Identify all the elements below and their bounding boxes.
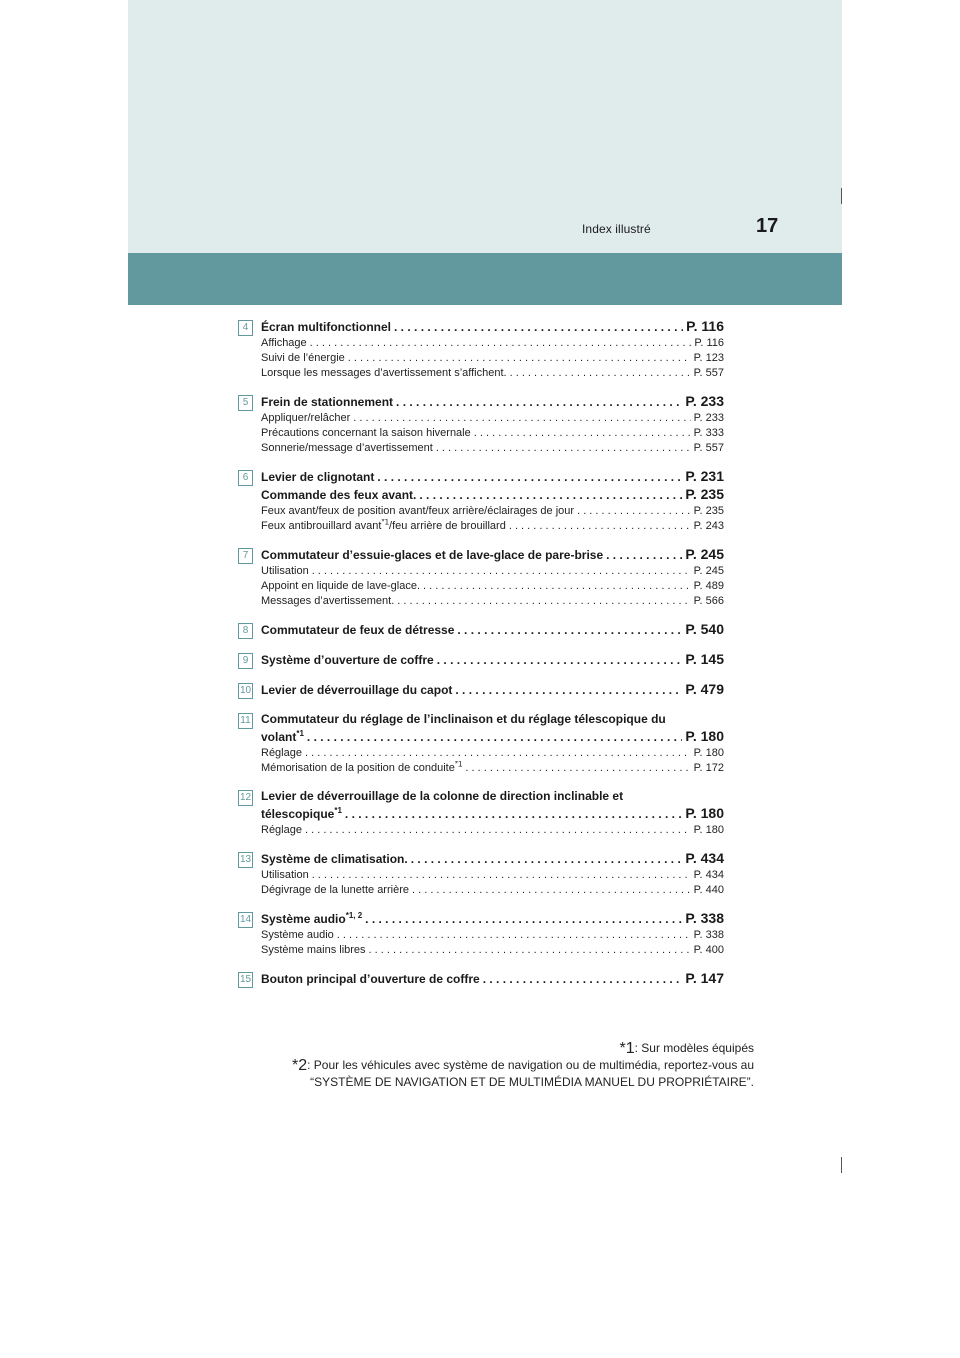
entry-title-row[interactable] <box>261 546 724 564</box>
page-reference[interactable]: P. 479 <box>685 681 724 697</box>
page-reference[interactable]: P. 180 <box>693 824 724 836</box>
page-reference[interactable]: P. 489 <box>693 580 724 592</box>
sub-entry-text: Précautions concernant la saison hivernale <box>261 427 471 439</box>
sub-entry-text: Lorsque les messages d’avertissement s’affichent. <box>261 367 507 379</box>
page-reference[interactable]: P. 147 <box>685 970 724 986</box>
index-entry <box>238 850 724 898</box>
page-reference[interactable]: P. 235 <box>685 486 724 502</box>
leader-dots <box>437 652 683 669</box>
leader-dots <box>509 519 691 534</box>
page-reference[interactable]: P. 245 <box>685 546 724 562</box>
leader-dots <box>307 729 682 746</box>
section-title: Index illustré <box>582 222 651 236</box>
item-number-badge: 4 <box>238 320 253 336</box>
page-reference[interactable]: P. 557 <box>693 442 724 454</box>
item-number-badge: 6 <box>238 470 253 486</box>
index-entry <box>238 318 724 381</box>
item-number-badge: 9 <box>238 653 253 669</box>
footnote-ref: *1 <box>334 806 342 815</box>
entry-title-row[interactable] <box>261 651 724 669</box>
leader-dots <box>483 971 683 988</box>
sub-entry-text: Réglage <box>261 747 302 759</box>
entry-title <box>261 682 452 699</box>
footnotes <box>292 1040 754 1091</box>
leader-dots <box>474 426 691 441</box>
page-reference[interactable]: P. 233 <box>685 393 724 409</box>
entry-title <box>261 911 362 928</box>
entry-title-line: Commutateur du réglage de l’inclinaison et du réglage télescopique du <box>261 712 666 726</box>
page-reference[interactable]: P. 180 <box>685 728 724 744</box>
leader-dots <box>436 441 691 456</box>
entry-title <box>261 547 603 564</box>
entry-title <box>261 652 434 669</box>
page-reference[interactable]: P. 123 <box>693 352 724 364</box>
entry-title-text: Frein de stationnement <box>261 395 394 409</box>
footnote-ref: *1 <box>381 519 390 527</box>
sub-entry-row[interactable] <box>261 504 724 519</box>
page-reference[interactable]: P. 243 <box>693 520 724 532</box>
footnote-2-continued: “SYSTÈME DE NAVIGATION ET DE MULTIMÉDIA MANUEL DU PROPRIÉTAIRE”. <box>310 1075 754 1089</box>
sub-entry-text: Feux antibrouillard avant <box>261 520 382 532</box>
leader-dots <box>305 823 691 838</box>
footnote-ref: *1 <box>296 729 304 738</box>
entry-title-text: télescopique <box>261 807 335 821</box>
item-number-badge: 13 <box>238 852 253 868</box>
index-entry <box>238 651 724 669</box>
footnote-1: *1: Sur modèles équipés <box>619 1040 754 1057</box>
entry-title-text: Bouton principal d’ouverture de coffre <box>261 972 480 986</box>
index-entry <box>238 621 724 639</box>
footnote-ref: *1, 2 <box>345 911 363 920</box>
sub-entry-label <box>261 426 471 441</box>
entry-title-row[interactable] <box>261 850 724 868</box>
leader-dots <box>457 622 682 639</box>
page-reference[interactable]: P. 434 <box>685 850 724 866</box>
item-number-badge: 10 <box>238 683 253 699</box>
leader-dots <box>397 594 690 609</box>
index-entry <box>238 788 724 838</box>
entry-title-row[interactable] <box>261 805 724 823</box>
section-banner <box>128 253 842 305</box>
page-reference[interactable]: P. 400 <box>693 944 724 956</box>
leader-dots <box>312 564 691 579</box>
leader-dots <box>310 336 692 351</box>
sub-entry-label <box>261 411 350 426</box>
entry-title-row[interactable] <box>261 970 724 988</box>
sub-entry-text: Système mains libres <box>261 944 366 956</box>
leader-dots <box>465 761 690 776</box>
sub-entry-row[interactable] <box>261 579 724 594</box>
page-reference[interactable]: P. 566 <box>693 595 724 607</box>
entry-title <box>261 851 408 868</box>
leader-dots <box>423 579 691 594</box>
entry-title <box>261 729 304 746</box>
leader-dots <box>510 366 691 381</box>
page-reference[interactable]: P. 116 <box>686 318 724 334</box>
sub-entry-label <box>261 366 507 381</box>
entry-title-text: Levier de déverrouillage du capot <box>261 683 453 697</box>
page-reference[interactable]: P. 235 <box>693 505 724 517</box>
entry-title-text: Système audio <box>261 912 346 926</box>
sub-entry-text: Suivi de l’énergie <box>261 352 345 364</box>
sub-entry-row[interactable] <box>261 943 724 958</box>
sub-entry-row[interactable] <box>261 746 724 761</box>
crop-mark-bottom <box>841 1157 842 1173</box>
sub-entry-text: Utilisation <box>261 565 309 577</box>
sub-entry-row[interactable] <box>261 761 724 776</box>
leader-dots <box>411 851 683 868</box>
item-number-badge: 11 <box>238 713 253 729</box>
entry-title-text: volant <box>261 730 297 744</box>
page-reference[interactable]: P. 333 <box>693 427 724 439</box>
entry-title-text: Commutateur de feux de détresse <box>261 623 455 637</box>
item-number-badge: 14 <box>238 912 253 928</box>
sub-entry-label <box>261 351 345 366</box>
sub-entry-text: Système audio <box>261 929 334 941</box>
entry-title: Commande des feux avant. <box>261 488 417 502</box>
sub-entry-text: Réglage <box>261 824 302 836</box>
sub-entry-row[interactable] <box>261 366 724 381</box>
entry-title-row[interactable] <box>261 393 724 411</box>
entry-title-text: Commutateur d’essuie-glaces et de lave-glace de pare-brise <box>261 548 604 562</box>
entry-title-row[interactable] <box>261 621 724 639</box>
entry-title <box>261 394 393 411</box>
sub-entry-row[interactable] <box>261 928 724 943</box>
page-reference[interactable]: P. 231 <box>685 468 724 484</box>
sub-entry-label <box>261 746 302 761</box>
leader-dots <box>394 319 683 336</box>
leader-dots <box>369 943 691 958</box>
header-band <box>128 0 842 253</box>
sub-entry-row[interactable] <box>261 823 724 838</box>
sub-entry-row[interactable] <box>261 426 724 441</box>
page-reference[interactable]: P. 172 <box>693 762 724 774</box>
sub-entry-label <box>261 928 334 943</box>
sub-entry-text: Appoint en liquide de lave-glace. <box>261 580 421 592</box>
entry-title-line: Levier de déverrouillage de la colonne de direction inclinable et <box>261 789 624 803</box>
sub-entry-text: Mémorisation de la position de conduite <box>261 762 455 774</box>
sub-entry-label <box>261 868 309 883</box>
leader-dots <box>348 351 691 366</box>
sub-entry-label <box>261 594 394 609</box>
page-reference[interactable]: P. 557 <box>693 367 724 379</box>
sub-entry-label <box>261 504 574 519</box>
leader-dots <box>305 746 691 761</box>
page-reference[interactable]: P. 440 <box>693 884 724 896</box>
leader-dots <box>606 547 682 564</box>
footnote-2: *2: Pour les véhicules avec système de navigation ou de multimédia, reportez-vous au <box>291 1057 754 1074</box>
page-reference[interactable]: P. 245 <box>693 565 724 577</box>
leader-dots <box>337 928 691 943</box>
sub-entry-label <box>261 519 506 534</box>
sub-entry-text: Utilisation <box>261 869 309 881</box>
page-reference[interactable]: P. 233 <box>693 412 724 424</box>
entry-title-row[interactable] <box>261 486 724 504</box>
sub-entry-text: Affichage <box>261 337 307 349</box>
sub-entry-label <box>261 441 433 456</box>
sub-entry-row[interactable] <box>261 411 724 426</box>
leader-dots <box>312 868 691 883</box>
index-list <box>238 318 724 1000</box>
sub-entry-label <box>261 883 409 898</box>
sub-entry-text: Feux avant/feux de position avant/feux arrière/éclairages de jour <box>261 505 575 517</box>
footnote-ref: *1 <box>454 761 463 769</box>
index-entry <box>238 970 724 988</box>
sub-entry-label <box>261 943 366 958</box>
leader-dots <box>345 806 682 823</box>
leader-dots <box>377 469 682 486</box>
page-reference[interactable]: P. 434 <box>693 869 724 881</box>
entry-title <box>261 806 342 823</box>
item-number-badge: 8 <box>238 623 253 639</box>
sub-entry-text: /feu arrière de brouillard <box>389 520 506 532</box>
entry-title-text: Système de climatisation. <box>261 852 408 866</box>
leader-dots <box>412 883 691 898</box>
index-entry <box>238 910 724 958</box>
entry-title <box>261 971 480 988</box>
sub-entry-text: Dégivrage de la lunette arrière <box>261 884 409 896</box>
sub-entry-text: Messages d’avertissement. <box>261 595 395 607</box>
crop-mark-top <box>841 188 842 204</box>
index-entry <box>238 546 724 609</box>
leader-dots <box>353 411 690 426</box>
sub-entry-text: Sonnerie/message d’avertissement <box>261 442 433 454</box>
entry-title <box>261 319 391 336</box>
sub-entry-label <box>261 823 302 838</box>
leader-dots <box>577 504 691 519</box>
page-reference[interactable]: P. 180 <box>685 805 724 821</box>
sub-entry-label <box>261 564 309 579</box>
page-number: 17 <box>756 215 779 237</box>
page-reference[interactable]: P. 540 <box>685 621 724 637</box>
leader-dots <box>396 394 682 411</box>
page-reference[interactable]: P. 180 <box>693 747 724 759</box>
item-number-badge: 7 <box>238 548 253 564</box>
entry-title-text: Levier de clignotant <box>261 470 375 484</box>
index-entry <box>238 711 724 776</box>
sub-entry-row[interactable] <box>261 594 724 609</box>
item-number-badge: 12 <box>238 790 253 806</box>
sub-entry-label <box>261 579 420 594</box>
page-reference[interactable]: P. 338 <box>685 910 724 926</box>
sub-entry-row[interactable] <box>261 868 724 883</box>
leader-dots <box>419 487 682 504</box>
sub-entry-text: Appliquer/relâcher <box>261 412 351 424</box>
sub-entry-row[interactable] <box>261 519 724 534</box>
item-number-badge: 5 <box>238 395 253 411</box>
sub-entry-row[interactable] <box>261 441 724 456</box>
entry-title-row[interactable] <box>261 681 724 699</box>
sub-entry-row[interactable] <box>261 351 724 366</box>
leader-dots <box>455 682 682 699</box>
entry-title-text: Écran multifonctionnel <box>261 320 392 334</box>
sub-entry-label <box>261 761 462 776</box>
leader-dots <box>365 911 682 928</box>
page-reference[interactable]: P. 338 <box>693 929 724 941</box>
entry-title <box>261 622 454 639</box>
page-reference[interactable]: P. 116 <box>694 337 724 349</box>
sub-entry-row[interactable] <box>261 564 724 579</box>
sub-entry-label <box>261 336 307 351</box>
entry-title-row[interactable] <box>261 910 724 928</box>
sub-entry-row[interactable] <box>261 336 724 351</box>
index-entry <box>238 681 724 699</box>
entry-title-row[interactable] <box>261 468 724 486</box>
entry-title-row[interactable] <box>261 318 724 336</box>
entry-title-text: Système d’ouverture de coffre <box>261 653 434 667</box>
sub-entry-row[interactable] <box>261 883 724 898</box>
entry-title-row[interactable] <box>261 728 724 746</box>
item-number-badge: 15 <box>238 972 253 988</box>
page-reference[interactable]: P. 145 <box>685 651 724 667</box>
index-entry <box>238 393 724 456</box>
index-entry <box>238 468 724 534</box>
entry-title <box>261 469 374 486</box>
